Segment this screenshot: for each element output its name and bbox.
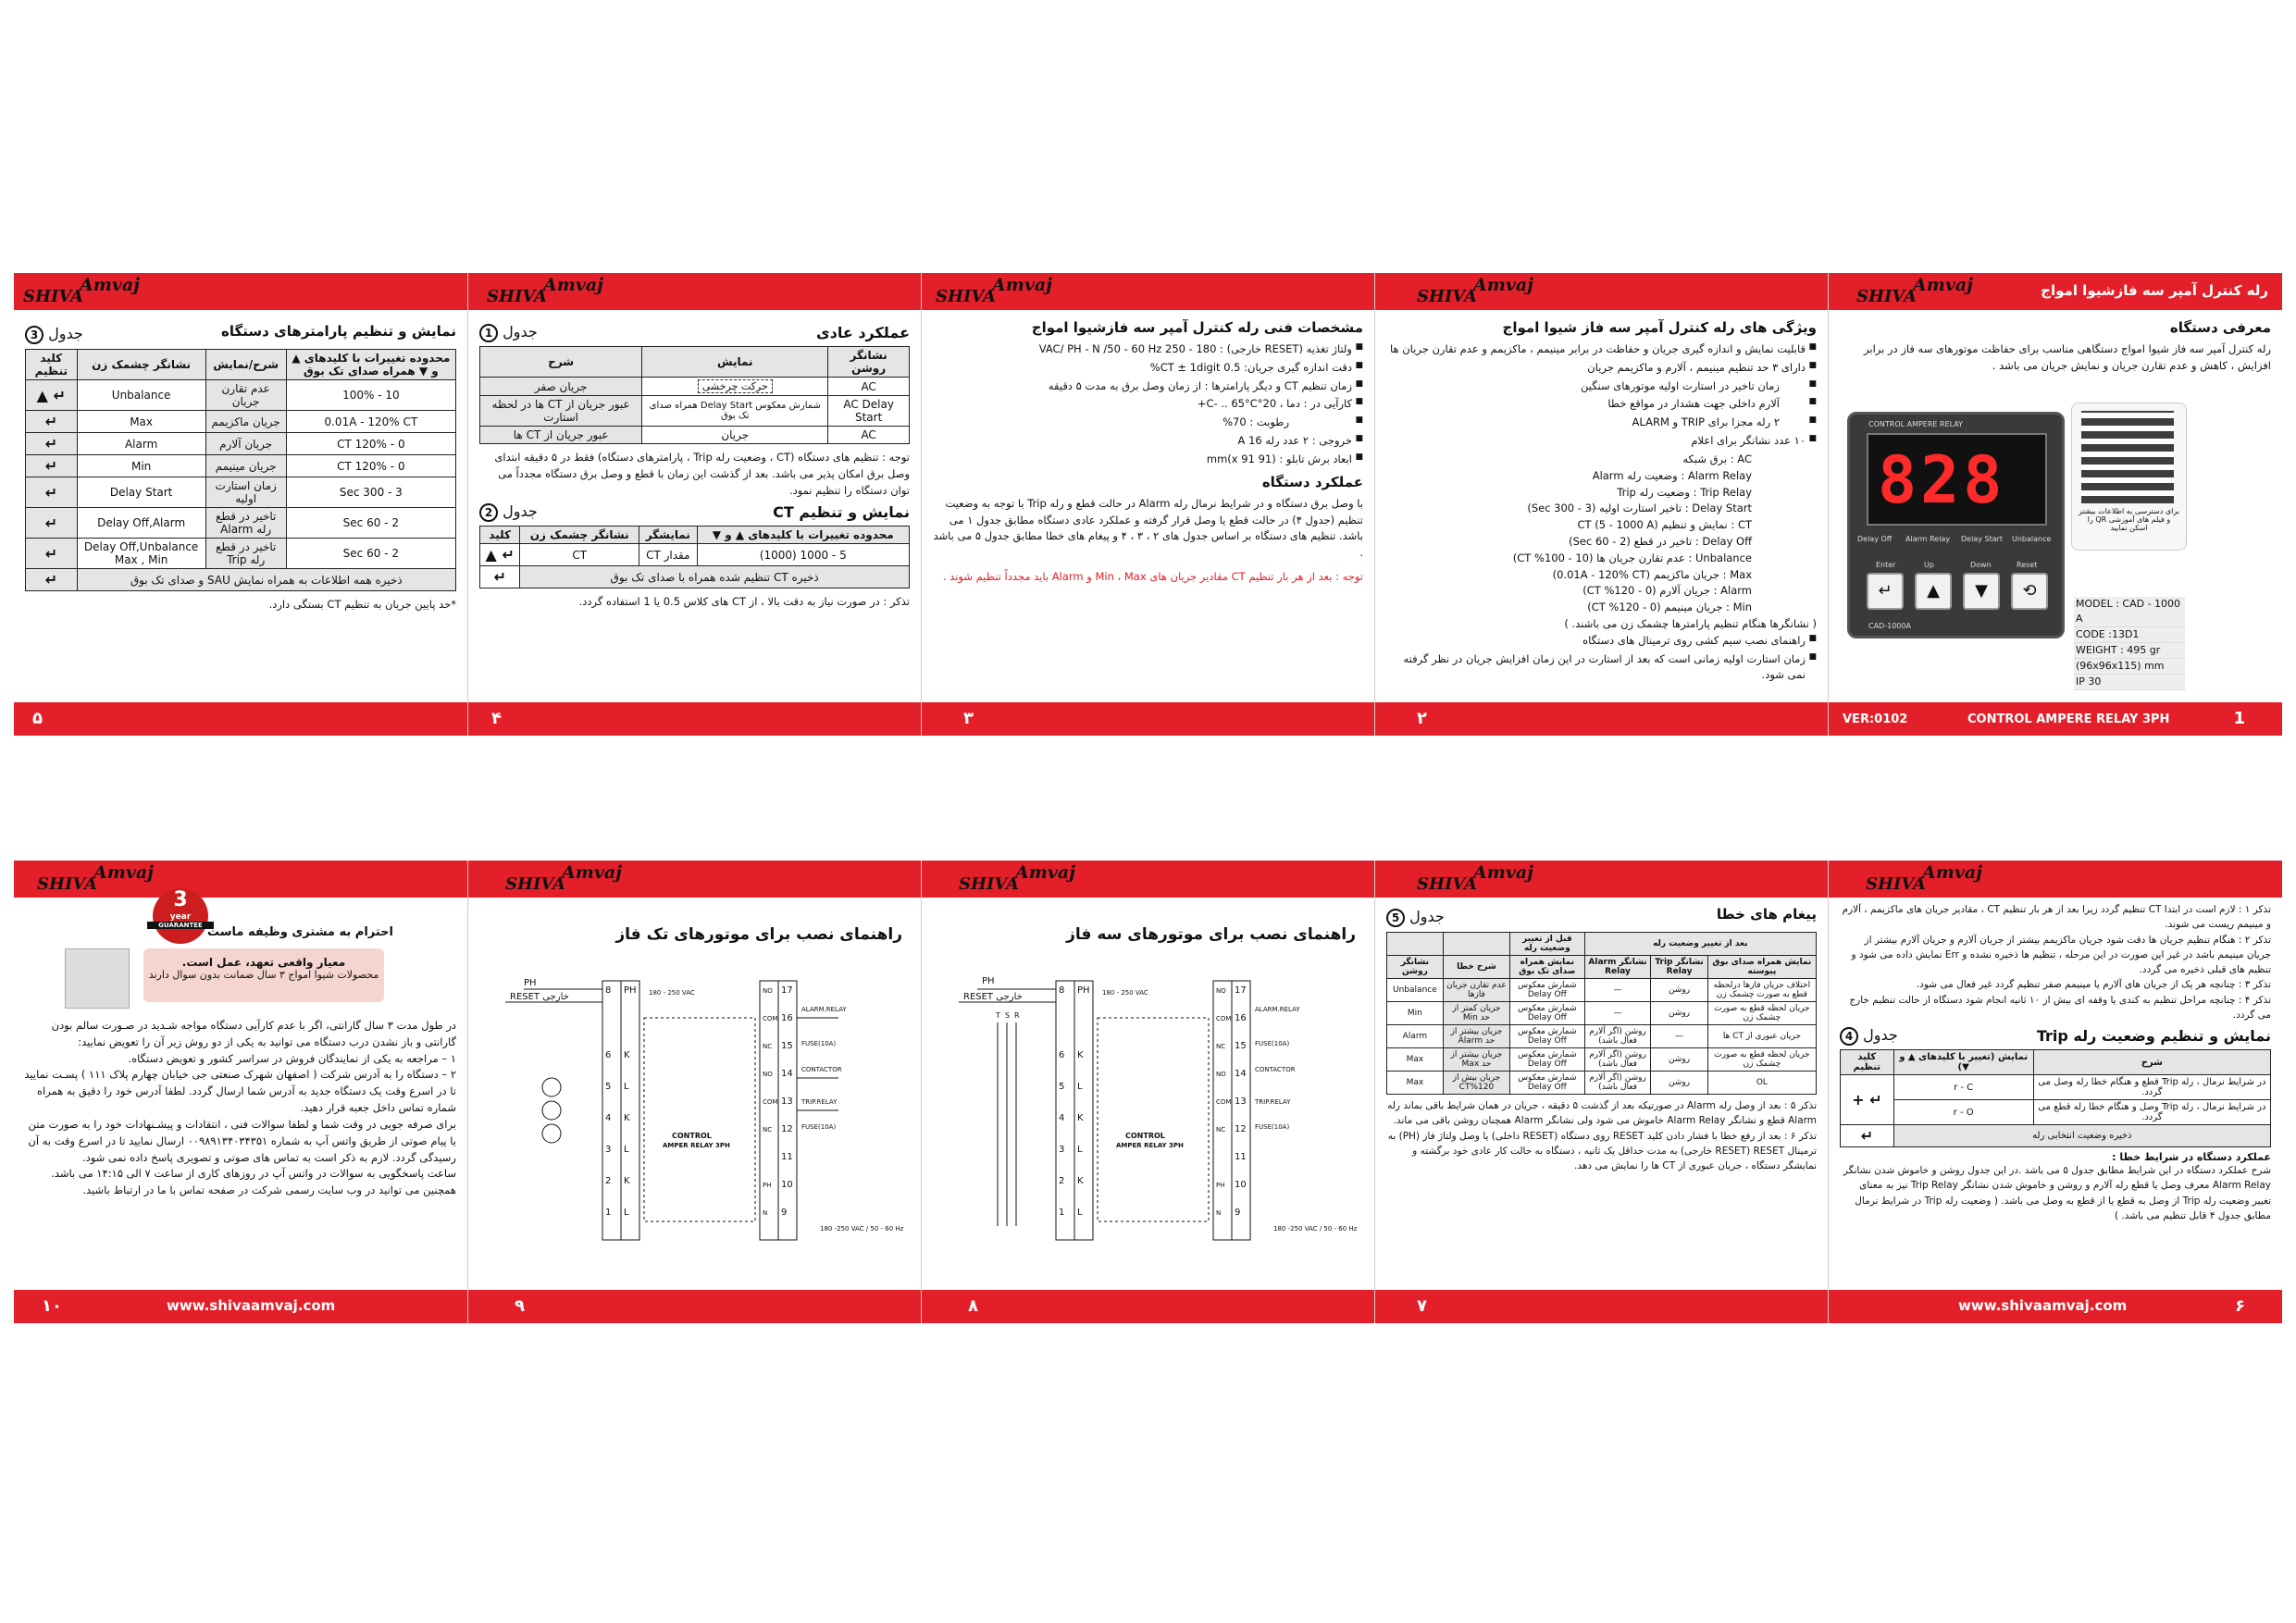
normal-operation-table: نشانگر روشن نمایش شرح AC حرکت چرخشی جریان صفر AC Delay Start شمارش معکوس Delay Start همراه صدای تک بوق عبور جریان از CT ها در لحظه استارت AC جریان عبور جریان از CT ها	[479, 346, 910, 444]
svg-text:10: 10	[781, 1180, 793, 1190]
svg-text:T: T	[996, 1011, 1000, 1020]
table-number: 1	[479, 324, 498, 342]
brand-logo: SHIVAAmvaj	[1417, 862, 1534, 894]
panel-page-5	[14, 273, 467, 736]
svg-text:L: L	[1077, 1082, 1083, 1092]
svg-text:K: K	[1077, 1113, 1084, 1123]
page-number: ۱۰	[42, 1296, 62, 1316]
svg-text:9: 9	[781, 1208, 788, 1218]
svg-text:N: N	[763, 1209, 768, 1217]
panel-page-9	[467, 861, 921, 1323]
up-key: ▲	[1915, 573, 1952, 610]
svg-text:L: L	[624, 1082, 629, 1092]
svg-text:12: 12	[781, 1124, 793, 1134]
svg-text:1: 1	[605, 1208, 612, 1218]
svg-text:K: K	[624, 1050, 630, 1060]
brand-logo: SHIVAAmvaj	[487, 275, 604, 306]
note: *حد پایین جریان به تنظیم CT بستگی دارد.	[268, 598, 456, 611]
table-row: جریان عبوری از CT ها — روشن (اگر آلارم فعال باشد) شمارش معکوس Delay Off جریان بیشتر از حد Alarm Alarm	[1387, 1025, 1817, 1048]
table-title: نمایش و تنظیم CT	[773, 503, 910, 522]
qr-code-icon	[65, 948, 130, 1009]
table-row: 10 - 100% عدم تقارن جریان Unbalance ↵ ▲	[26, 380, 456, 411]
svg-text:PH: PH	[1216, 1182, 1225, 1189]
svg-text:NC: NC	[763, 1043, 773, 1050]
svg-text:FUSE(10A): FUSE(10A)	[801, 1040, 837, 1047]
svg-text:L: L	[624, 1145, 629, 1155]
page-number: ۵	[32, 709, 43, 728]
table-row: 3 - 300 Sec زمان استارت اولیه Delay Start ↵	[26, 477, 456, 508]
svg-text:K: K	[624, 1113, 630, 1123]
operation-title: عملکرد دستگاه	[1261, 473, 1363, 490]
svg-text:6: 6	[605, 1050, 612, 1060]
brand-logo: SHIVAAmvaj	[37, 862, 155, 894]
note: تذکر : در صورت نیاز به دقت بالا ، از CT های کلاس 0.5 یا 1 استفاده گردد.	[578, 595, 910, 609]
table-row: 0 - 120% CT جریان آلارم Alarm ↵	[26, 433, 456, 455]
svg-text:CONTROL: CONTROL	[672, 1132, 712, 1140]
svg-text:NC: NC	[1216, 1043, 1226, 1050]
svg-text:NO: NO	[1216, 987, 1226, 995]
svg-text:L: L	[1077, 1145, 1083, 1155]
svg-text:N: N	[1216, 1209, 1222, 1217]
table-row: در شرایط نرمال ، رله Trip قطع و هنگام خطا رله وصل می گردد. r - C ↵ +	[1841, 1075, 2271, 1100]
wiring-title: راهنمای نصب برای موتورهای تک فاز	[615, 925, 902, 944]
svg-text:NC: NC	[763, 1126, 773, 1134]
svg-text:8: 8	[1059, 985, 1065, 996]
svg-text:NO: NO	[763, 987, 773, 995]
svg-text:3: 3	[605, 1145, 612, 1155]
svg-text:6: 6	[1059, 1050, 1065, 1060]
svg-text:13: 13	[1235, 1096, 1247, 1107]
svg-text:PH: PH	[624, 985, 637, 996]
operation-text: با وصل برق دستگاه و در شرایط نرمال رله Alarm در حالت قطع و رله Trip با توجه به وضعیت تنظیم (جدول ۴) در حالت قطع یا وصل قرار گرفته و عملکرد عادی دستگاه مطابق جدول ۱ می باشد. تنظیم های دستگاه بر اساس جدول های ۲ ، ۳ ، ۴ و پیغام های خطا مطابق جدول ۵ می باشد .	[933, 496, 1363, 560]
specs-title: مشخصات فنی رله کنترل آمپر سه فازشیوا امواج	[1031, 319, 1363, 336]
page-5-content	[25, 319, 456, 693]
brand-logo: SHIVAAmvaj	[936, 275, 1053, 306]
table-row: 5 - 1000 (1000) مقدار CT CT ↵ ▲	[480, 544, 910, 566]
svg-text:16: 16	[1235, 1013, 1247, 1023]
page-7-content: پیغام های خطا جدول 5 بعد از تغییر وضعیت رله قبل از تغییر وضعیت رله نمایش همراه صدای بوق پیوسته نشانگر Trip Relay نشانگر Alarm Relay نمایش همراه صدای تک بوق شرح خطا نشانگر روشن اختلاف جریان فازها درلحظه قطع به صورت چشمک زن روشن — شمارش معکوس Delay Off عدم تقارن جریان فازها Unbalance جریان لحظه قطع به صورت چشمک زن روشن — شمارش معکوس Delay Off جریان کمتر از حد Min Min جریان عبوری از CT ها — روشن (اگر آلارم فعال باشد) شمارش معکوس Delay Off جریان بیشتر از حد Alarm Alarm جریان لحظه قطع به صورت چشمک زن روشن روشن (اگر آلارم فعال باشد) شمارش معکوس Delay Off جریان بیشتر از حد Max Max OL روشن روشن (اگر آلارم فعال باشد) شمارش معکوس Delay Off جریان بیش از 120%CT Max تذکر ۵ : بعد از وصل رله Alarm در صورتیکه بعد از گذشت ۵ دقیقه ، جریان در همان شرایط باقی بماند رله Alarm قطع و نشانگر Alarm Relay خاموش می شود ولی نشانگر Alarm همچنان روشن باقی می ماند. تذکر ۶ : بعد از رفع خطا با فشار دادن کلید RESET روی دستگاه (RESET داخلی) یا وصل ولتاژ فاز (PH) به ترمینال RESET (RESET خارجی) به مدت حداقل یک ثانیه ، دستگاه به حالت کار عادی خود برگشته و نمایشگر دستگاه ، جریان عبوری از CT ها را نمایش می دهد.	[1386, 902, 1817, 1281]
errors-title: پیغام های خطا	[1716, 906, 1817, 923]
svg-text:TRIP.RELAY: TRIP.RELAY	[1255, 1098, 1291, 1106]
svg-text:CONTACTOR: CONTACTOR	[801, 1066, 842, 1073]
product-name: CONTROL AMPERE RELAY 3PH	[1967, 712, 2170, 726]
svg-text:16: 16	[781, 1013, 793, 1023]
svg-text:180 -250 VAC / 50 - 60 Hz: 180 -250 VAC / 50 - 60 Hz	[820, 1225, 903, 1233]
device-photo: CONTROL AMPERE RELAY 828 Delay Off Alarm Relay Delay Start Unbalance Enter Up Down Reset ↵ ▲ ▼ ⟲ CAD-1000A	[1847, 412, 2065, 638]
page-number: ۴	[491, 709, 502, 728]
note: توجه : تنظیم های دستگاه (CT ، وضعیت رله Trip ، پارامترهای دستگاه) فقط در ۵ دقیقه ابتدای وصل برق امکان پذیر می باشد. بعد از گذشت این زمان با قطع و وصل برق دستگاه مجدداً می توان دستگاه را تنظیم نمود.	[494, 451, 910, 497]
svg-text:AMPER RELAY 3PH: AMPER RELAY 3PH	[663, 1142, 730, 1149]
page-number: ۲	[1417, 709, 1427, 728]
svg-text:10: 10	[1235, 1180, 1247, 1190]
svg-text:NO: NO	[763, 1071, 773, 1078]
table-row: جریان لحظه قطع به صورت چشمک زن روشن — شمارش معکوس Delay Off جریان کمتر از حد Min Min	[1387, 1002, 1817, 1025]
table-row: AC حرکت چرخشی جریان صفر	[480, 378, 910, 396]
svg-text:14: 14	[781, 1069, 793, 1079]
svg-text:13: 13	[781, 1096, 793, 1107]
table-row: در شرایط نرمال ، رله Trip وصل و هنگام خطا رله قطع می گردد. r - O	[1841, 1100, 2271, 1125]
svg-text:K: K	[1077, 1050, 1084, 1060]
panel-page-2	[1374, 273, 1828, 736]
svg-text:COM: COM	[763, 1015, 778, 1022]
svg-text:TRIP.RELAY: TRIP.RELAY	[801, 1098, 838, 1106]
table-row: اختلاف جریان فازها درلحظه قطع به صورت چشمک زن روشن — شمارش معکوس Delay Off عدم تقارن جریان فازها Unbalance	[1387, 979, 1817, 1002]
brand-logo: SHIVAAmvaj	[1856, 275, 1974, 306]
table-row: 0 - 120% CT جریان مینیمم Min ↵	[26, 455, 456, 477]
panel-page-7	[1374, 861, 1828, 1323]
brand-logo: SHIVAAmvaj	[1866, 862, 1983, 894]
page-number: 1	[2233, 709, 2245, 728]
svg-text:COM: COM	[1216, 1098, 1232, 1106]
intro-text: رله کنترل آمپر سه فاز شیوا امواج دستگاهی مناسب برای حفاظت موتورهای سه فاز در برابر افزایش ، کاهش و عدم تقارن جریان و نمایش جریان می باشد .	[1864, 342, 2271, 372]
table-label: جدول	[48, 324, 83, 342]
brand-logo: SHIVAAmvaj	[23, 275, 141, 306]
header-title: رله کنترل آمپر سه فازشیوا امواج	[2041, 282, 2268, 299]
page-6-content: تذکر ۱ : لازم است در ابتدا CT تنظیم گردد زیرا بعد از هر بار تنظیم CT ، مقادیر جریان های ماکزیمم ، آلارم و مینیمم ریست می شوند. تذکر ۲ : هنگام تنظیم جریان ها دقت شود جریان ماکزیمم بیشتر از جریان آلارم و جریان آلارم بیشتر از جریان مینیمم باشد در غیر این صورت در این مرحله ، تنظیم ها ذخیره نشده و Err نمایش داده می شود و تنظیم های قبلی ذخیره می گردد. تذکر ۳ : چنانچه هر یک از جریان های آلارم یا مینیمم صفر تنظیم گردد غیر فعال می شود. تذکر ۴ : چنانچه مراحل تنظیم به کندی یا وقفه ای بیش از ۱۰ ثانیه انجام شود دستگاه از حالت تنظیم خارج می گردد. نمایش و تنظیم وضعیت رله Trip جدول 4 شرح نمایش (تغییر با کلیدهای ▲ و ▼) کلید تنظیم در شرایط نرمال ، رله Trip قطع و هنگام خطا رله وصل می گردد. r - C ↵ + در شرایط نرمال ، رله Trip وصل و هنگام خطا رله قطع می گردد. r - O ذخیره وضعیت انتخابی رله ↵ عملکرد دستگاه در شرایط خطا : شرح عملکرد دستگاه در این شرایط مطابق جدول ۵ می باشد .در این جدول روشن و خاموش شدن نشانگر Alarm Relay معرف وصل یا قطع رله آلارم و روشن و خاموش شدن نشانگر Trip Relay نیز به معنای تغییر وضعیت رله Trip از وصل به قطع یا از قطع به وصل می باشد. ( وضعیت رله Trip در شرایط نرمال مطابق جدول ۴ قابل تنظیم می باشد. )	[1840, 902, 2271, 1281]
table-number: 2	[479, 503, 498, 522]
svg-text:K: K	[624, 1176, 630, 1186]
svg-text:NO: NO	[1216, 1071, 1226, 1078]
svg-text:180 -250 VAC / 50 - 60 Hz: 180 -250 VAC / 50 - 60 Hz	[1273, 1225, 1357, 1233]
wiring-diagram-single-phase	[487, 948, 903, 1254]
note-6: تذکر ۶ : بعد از رفع خطا با فشار دادن کلید RESET روی دستگاه (RESET داخلی) یا وصل ولتاژ فاز (PH) به ترمینال RESET (RESET خارجی) به مدت حداقل یک ثانیه ، دستگاه به حالت کار عادی خود برگشته و نمایشگر دستگاه ، جریان عبوری از CT ها را نمایش می دهد.	[1387, 1130, 1817, 1172]
page-number: ۸	[968, 1296, 978, 1316]
brand-logo: SHIVAAmvaj	[959, 862, 1076, 894]
led-list: AC : برق شبکه Alarm Relay : وضعیت رله Alarm Trip Relay : وضعیت رله Trip Delay Start : تاخیر استارت اولیه (3 - 300 Sec) CT : نمایش و تنظیم CT (5 - 1000 A) Delay Off : تاخیر در قطع (2 - 60 Sec) Unbalance : عدم تقارن جریان ها (10 - 100% CT) Max : جریان ماکزیمم (0.01A - 120% CT) Alarm : جریان آلارم (0 - 120% CT) Min : جریان مینیمم (0 - 120% CT)	[1512, 452, 1752, 614]
version: VER:0102	[1843, 712, 1908, 726]
svg-text:9: 9	[1235, 1208, 1241, 1218]
svg-text:12: 12	[1235, 1124, 1247, 1134]
svg-text:FUSE(10A): FUSE(10A)	[1255, 1123, 1290, 1131]
guarantee-text: در طول مدت ۳ سال گارانتی، اگر با عدم کارآیی دستگاه مواجه شـدید در صـورت سالم بودن گارانتی و باز نشدن درب دستگاه می توانید به یکی از دو روش زیر آن را تعویض نمایید: ۱ – مراجعه به یکی از نمایندگان فروش در سراسر کشور و تعویض دستگاه. ۲ – دستگاه را به آدرس شرکت ( اصفهان شهرک صنعتی جی خیابان چهارم پلاک ۱۱۱ ) پسـت نمایید تا در اسرع وقت یک دستگاه جدید به آدرس شما ارسال گردد. لطفا آدرس خود را دقیق به همراه شماره تماس داخل جعبه قرار دهید. برای صرفه جویی در وقت شما و لطفا سوالات فنی ، انتقادات و پیشـنهادات خود را به صورت متن یا پیام صوتی از طریق واتس آپ به شماره ۰۰۹۸۹۱۳۴۰۳۴۳۵۱ ارسال نمایید تا در اسرع وقت به آن رسیدگی گردد. لازم به ذکر است به تماس های صوتی و تصویری پاسخ داده نمی شود. ساعت پاسخگویی به سوالات در واتس آپ در روزهای کاری از ساعت ۷ الی ۱۴:۱۵ می باشد. همچنین می توانید در وب سایت رسمی شرکت در صفحه تماس با ما در ارتباط باشید.	[24, 1019, 456, 1197]
svg-text:4: 4	[1059, 1113, 1065, 1123]
website-link[interactable]: www.shivaamvaj.com	[167, 1297, 336, 1314]
svg-text:ALARM.RELAY: ALARM.RELAY	[1255, 1006, 1300, 1013]
svg-text:PH: PH	[982, 976, 995, 986]
page-number: ۶	[2235, 1296, 2245, 1316]
svg-text:17: 17	[1235, 985, 1247, 996]
qr-card: برای دسترسی به اطلاعات بیشتر و فیلم های آموزشی QR را اسکن نمایید	[2071, 403, 2187, 551]
table-row: 2 - 60 Sec تاخیر در قطع رله Alarm Delay Off,Alarm ↵	[26, 508, 456, 539]
svg-text:14: 14	[1235, 1069, 1247, 1079]
table-row: 2 - 60 Sec تاخیر در قطع رله Trip Delay Off,Unbalance Max , Min ↵	[26, 539, 456, 569]
features-list: ■ قابلیت نمایش و اندازه گیری جریان و حفاظت در برابر مینیمم ، ماکزیمم و عدم تقارن جریان ها ■ دارای ۳ حد تنظیم مینیمم ، آلارم و ماکزیمم جریان ■ زمان تاخیر در استارت اولیه موتورهای سنگین ■ آلارم داخلی جهت هشدار در مواقع خطا ■ ۲ رله مجزا برای TRIP و ALARM ■ ۱۰ عدد نشانگر برای اعلام	[1386, 341, 1817, 450]
table-row: ذخیره CT تنظیم شده همراه با صدای تک بوق ↵	[480, 566, 910, 588]
svg-text:FUSE(10A): FUSE(10A)	[1255, 1040, 1290, 1047]
table-row: AC Delay Start شمارش معکوس Delay Start همراه صدای تک بوق عبور جریان از CT ها در لحظه استارت	[480, 396, 910, 427]
svg-text:PH: PH	[763, 1182, 772, 1189]
features-title: ویژگی های رله کنترل آمپر سه فاز شیوا امواج	[1502, 319, 1817, 336]
panel-page-3	[921, 273, 1374, 736]
svg-text:L: L	[624, 1208, 629, 1218]
page-number: ۷	[1417, 1296, 1427, 1316]
svg-text:180 - 250 VAC: 180 - 250 VAC	[1102, 989, 1148, 997]
page-4-content: عملکرد عادی جدول 1 نشانگر روشن نمایش شرح AC حرکت چرخشی جریان صفر AC Delay Start شمارش معکوس Delay Start همراه صدای تک بوق عبور جریان از CT ها در لحظه استارت AC جریان عبور جریان از CT ها توجه : تنظیم های دستگاه (CT ، وضعیت رله Trip ، پارامترهای دستگاه) فقط در ۵ دقیقه ابتدای وصل برق امکان پذیر می باشد. بعد از گذشت این زمان با قطع و وصل برق دستگاه مجدداً می توان دستگاه را تنظیم نمود. نمایش و تنظیم CT جدول 2 محدوده تغییرات با کلیدهای ▲ و ▼ نمایشگر نشانگر چشمک زن کلید 5 - 1000 (1000) مقدار CT CT ↵ ▲ ذخیره CT تنظیم شده همراه با صدای تک بوق ↵ تذکر : در صورت نیاز به دقت بالا ، از CT های کلاس 0.5 یا 1 استفاده گردد.	[479, 319, 910, 693]
svg-text:15: 15	[781, 1041, 793, 1051]
table-row: ذخیره همه اطلاعات به همراه نمایش SAU و صدای تک بوق ↵	[26, 569, 456, 591]
svg-text:RESET خارجی: RESET خارجی	[963, 992, 1023, 1002]
reset-key: ⟲	[2011, 573, 2048, 610]
brochure-front	[14, 273, 2282, 736]
table-row: AC جریان عبور جریان از CT ها	[480, 427, 910, 444]
svg-text:180 - 250 VAC: 180 - 250 VAC	[649, 989, 695, 997]
table-row: ذخیره وضعیت انتخابی رله ↵	[1841, 1125, 2271, 1147]
panel-page-8	[921, 861, 1374, 1323]
note-5: تذکر ۵ : بعد از وصل رله Alarm در صورتیکه بعد از گذشت ۵ دقیقه ، جریان در همان شرایط باقی بماند رله Alarm قطع و نشانگر Alarm Relay خاموش می شود ولی نشانگر Alarm همچنان روشن باقی می ماند.	[1387, 1100, 1817, 1127]
panel-page-4	[467, 273, 921, 736]
ct-table: محدوده تغییرات با کلیدهای ▲ و ▼ نمایشگر نشانگر چشمک زن کلید 5 - 1000 (1000) مقدار CT CT ↵ ▲ ذخیره CT تنظیم شده همراه با صدای تک بوق ↵	[479, 526, 910, 588]
table-row: جریان لحظه قطع به صورت چشمک زن روشن روشن (اگر آلارم فعال باشد) شمارش معکوس Delay Off جریان بیشتر از حد Max Max	[1387, 1048, 1817, 1072]
svg-text:15: 15	[1235, 1041, 1247, 1051]
params-title: نمایش و تنظیم پارامترهای دستگاه	[221, 323, 456, 340]
page-number: ۹	[515, 1296, 525, 1316]
svg-text:2: 2	[1059, 1176, 1065, 1186]
svg-text:AMPER RELAY 3PH: AMPER RELAY 3PH	[1116, 1142, 1184, 1149]
intro-title: معرفی دستگاه	[2169, 319, 2271, 336]
svg-text:L: L	[1077, 1208, 1083, 1218]
wiring-title: راهنمای نصب برای موتورهای سه فاز	[1066, 925, 1356, 944]
svg-text:PH: PH	[1077, 985, 1090, 996]
svg-text:NC: NC	[1216, 1126, 1226, 1134]
qr-code-icon	[2081, 411, 2174, 503]
svg-text:COM: COM	[763, 1098, 778, 1106]
svg-text:11: 11	[1235, 1152, 1247, 1162]
device-display: 828	[1867, 433, 2047, 526]
spec-list: MODEL : CAD - 1000 A CODE :13D1 WEIGHT : 495 gr (96x96x115) mm IP 30	[2074, 597, 2185, 690]
svg-text:3: 3	[1059, 1145, 1065, 1155]
svg-text:8: 8	[605, 985, 612, 996]
guarantee-badge: 3 year GUARANTEE	[153, 888, 208, 944]
svg-text:S: S	[1005, 1011, 1011, 1020]
svg-text:5: 5	[1059, 1082, 1065, 1092]
panel-page-1	[1828, 273, 2282, 736]
website-link[interactable]: www.shivaamvaj.com	[1958, 1297, 2128, 1314]
trip-relay-table: شرح نمایش (تغییر با کلیدهای ▲ و ▼) کلید تنظیم در شرایط نرمال ، رله Trip قطع و هنگام خطا رله وصل می گردد. r - C ↵ + در شرایط نرمال ، رله Trip وصل و هنگام خطا رله قطع می گردد. r - O ذخیره وضعیت انتخابی رله ↵	[1840, 1049, 2271, 1147]
page-3-content	[933, 319, 1363, 693]
table-title: عملکرد عادی	[815, 324, 910, 341]
page-number: ۳	[963, 709, 974, 728]
brand-logo: SHIVAAmvaj	[1417, 275, 1534, 306]
table-row: 0.01A - 120% CT جریان ماکزیمم Max ↵	[26, 411, 456, 433]
wiring-diagram-three-phase	[940, 948, 1357, 1254]
specs-list: ■ ولتاژ تغذیه (RESET خارجی) : 180 - 250 VAC/ PH - N /50 - 60 Hz ■ دقت اندازه گیری جریان: 0.5 CT ± 1digit% ■ زمان تنظیم CT و دیگر پارامترها : از زمان وصل برق به مدت ۵ دقیقه ■ کارآیی در : دما ، 20°C- .. 65°C+ ■ رطوبت : 70% ■ خروجی : ۲ عدد رله 16 A ■ ابعاد برش تابلو : (91 x 91)mm	[933, 341, 1363, 468]
svg-text:R: R	[1014, 1011, 1020, 1020]
svg-text:RESET خارجی: RESET خارجی	[510, 992, 569, 1002]
guarantee-box: معیار واقعی تعهد، عمل است. محصولات شیوا امواج ۳ سال ضمانت بدون سوال دارند	[143, 948, 384, 1002]
params-table: محدوده تغییرات با کلیدهای ▲ و ▼ همراه صدای تک بوق شرح/نمایش نشانگر چشمک زن کلید تنظیم 10 - 100% عدم تقارن جریان Unbalance ↵ ▲ 0.01A - 120% CT جریان ماکزیمم Max ↵ 0 - 120% CT جریان آلارم Alarm ↵ 0 - 120% CT جریان مینیمم Min ↵ 3 - 300 Sec زمان استارت اولیه Delay Start ↵ 2 - 60 Sec تاخیر در قطع رله Alarm Delay Off,Alarm ↵ 2 - 60 Sec تاخیر در قطع رله Trip Delay Off,Unbalance Max , Min ↵ ذخیره همه اطلاعات به همراه نمایش SAU و صدای تک بوق ↵	[25, 349, 456, 591]
brochure-back	[14, 861, 2282, 1323]
svg-text:11: 11	[781, 1152, 793, 1162]
svg-text:ALARM.RELAY: ALARM.RELAY	[801, 1006, 847, 1013]
errors-table: بعد از تغییر وضعیت رله قبل از تغییر وضعیت رله نمایش همراه صدای بوق پیوسته نشانگر Trip Relay نشانگر Alarm Relay نمایش همراه صدای تک بوق شرح خطا نشانگر روشن اختلاف جریان فازها درلحظه قطع به صورت چشمک زن روشن — شمارش معکوس Delay Off عدم تقارن جریان فازها Unbalance جریان لحظه قطع به صورت چشمک زن روشن — شمارش معکوس Delay Off جریان کمتر از حد Min Min جریان عبوری از CT ها — روشن (اگر آلارم فعال باشد) شمارش معکوس Delay Off جریان بیشتر از حد Alarm Alarm جریان لحظه قطع به صورت چشمک زن روشن روشن (اگر آلارم فعال باشد) شمارش معکوس Delay Off جریان بیشتر از حد Max Max OL روشن روشن (اگر آلارم فعال باشد) شمارش معکوس Delay Off جریان بیش از 120%CT Max	[1386, 932, 1817, 1095]
panel-page-10	[14, 861, 467, 1323]
svg-text:K: K	[1077, 1176, 1084, 1186]
svg-text:2: 2	[605, 1176, 612, 1186]
table-row: OL روشن روشن (اگر آلارم فعال باشد) شمارش معکوس Delay Off جریان بیش از 120%CT Max	[1387, 1072, 1817, 1095]
respect-text: احترام به مشتری وظیفه ماست	[206, 925, 393, 939]
down-key: ▼	[1963, 573, 2000, 610]
svg-text:4: 4	[605, 1113, 612, 1123]
svg-text:FUSE(10A): FUSE(10A)	[801, 1123, 837, 1131]
brand-logo: SHIVAAmvaj	[505, 862, 623, 894]
svg-text:CONTROL: CONTROL	[1125, 1132, 1165, 1140]
table-number: 3	[25, 326, 43, 344]
warning-note: توجه : بعد از هر بار تنظیم CT مقادیر جریان های Min ، Max و Alarm باید مجدداً تنظیم شوند .	[942, 569, 1363, 583]
enter-key: ↵	[1867, 573, 1904, 610]
svg-text:COM: COM	[1216, 1015, 1232, 1022]
svg-text:17: 17	[781, 985, 793, 996]
svg-text:CONTACTOR: CONTACTOR	[1255, 1066, 1296, 1073]
svg-text:PH: PH	[524, 978, 537, 988]
svg-text:5: 5	[605, 1082, 612, 1092]
page-2-content: ویژگی های رله کنترل آمپر سه فاز شیوا امواج ■ قابلیت نمایش و اندازه گیری جریان و حفاظت در برابر مینیمم ، ماکزیمم و عدم تقارن جریان ها ■ دارای ۳ حد تنظیم مینیمم ، آلارم و ماکزیمم جریان ■ زمان تاخیر در استارت اولیه موتورهای سنگین ■ آلارم داخلی جهت هشدار در مواقع خطا ■ ۲ رله مجزا برای TRIP و ALARM ■ ۱۰ عدد نشانگر برای اعلام AC : برق شبکه Alarm Relay : وضعیت رله Alarm Trip Relay : وضعیت رله Trip Delay Start : تاخیر استارت اولیه (3 - 300 Sec) CT : نمایش و تنظیم CT (5 - 1000 A) Delay Off : تاخیر در قطع (2 - 60 Sec) Unbalance : عدم تقارن جریان ها (10 - 100% CT) Max : جریان ماکزیمم (0.01A - 120% CT) Alarm : جریان آلارم (0 - 120% CT) Min : جریان مینیمم (0 - 120% CT) ( نشانگرها هنگام تنظیم پارامترها چشمک زن می باشند. ) ■ راهنمای نصب سیم کشی روی ترمینال های دستگاه ■ زمان استارت اولیه زمانی است که بعد از استارت در این زمان افزایش جریان در نظر گرفته نمی شود.	[1386, 319, 1817, 693]
panel-page-6	[1828, 861, 2282, 1323]
svg-text:1: 1	[1059, 1208, 1065, 1218]
